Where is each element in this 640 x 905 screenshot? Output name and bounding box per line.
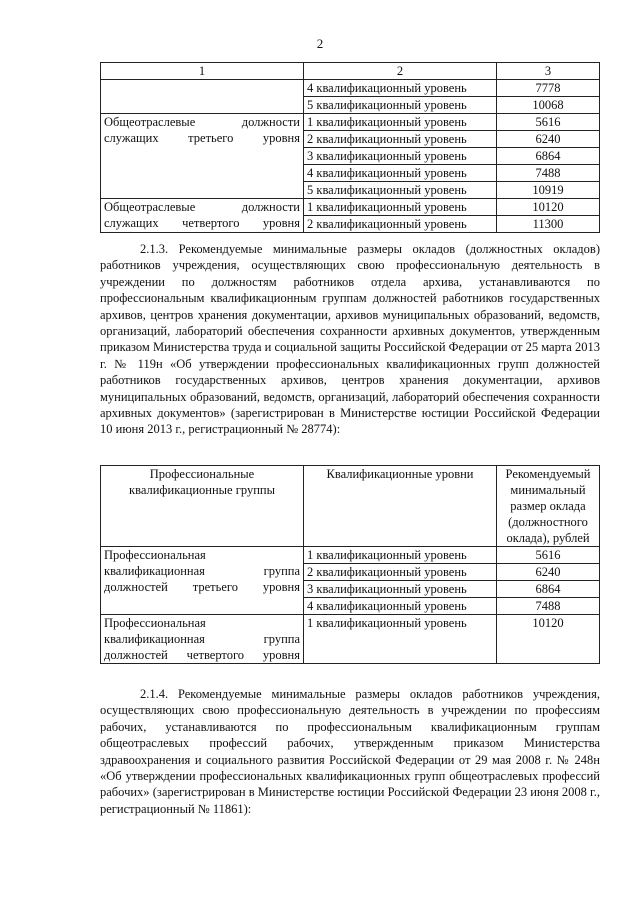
salary-cell: 7488 [497, 598, 600, 615]
salary-cell: 10120 [497, 615, 600, 664]
salary-cell: 6240 [497, 131, 600, 148]
salary-cell: 10120 [497, 199, 600, 216]
level-cell: 4 квалификационный уровень [304, 598, 497, 615]
table-row [101, 80, 600, 97]
column-header: 3 [497, 63, 600, 80]
paragraph-2-1-4 [100, 686, 600, 817]
paragraph-2-1-3 [100, 241, 600, 438]
group-cell: Профессиональная квалификационная группа должностей третьего уровня [101, 547, 304, 615]
salary-cell: 10068 [497, 97, 600, 114]
group-cell [101, 80, 304, 114]
group-cell: Общеотраслевые должности служащих третьего уровня [101, 114, 304, 199]
paragraph-text: 2.1.3. Рекомендуемые минимальные размеры окладов (должностных окладов) работников учреждения, осуществляющих свою профессиональную деятельность в учреждении по должностям работников отдела архива, устанавливаются по профессиональным квалификационным группам должностей работников государственных архивов, центров хранения документации, архивов муниципальных образований, ведомств, организаций, лабораторий обеспечения сохранности архивных документов, утвержденным приказом Министерства труда и социальной защиты Российской Федерации от 25 марта 2013 г. № 119н «Об утверждении профессиональных квалификационных групп должностей работников государственных архивов, центров хранения документации, архивов муниципальных образований, ведомств, организаций, лабораторий обеспечения сохранности архивных документов» (зарегистрирован в Министерстве юстиции Российской Федерации 10 июня 2013 г., регистрационный № 28774): [100, 242, 600, 437]
salary-cell: 10919 [497, 182, 600, 199]
level-cell: 4 квалификационный уровень [304, 80, 497, 97]
level-cell: 5 квалификационный уровень [304, 182, 497, 199]
level-cell: 1 квалификационный уровень [304, 114, 497, 131]
level-cell: 3 квалификационный уровень [304, 148, 497, 165]
level-cell: 2 квалификационный уровень [304, 216, 497, 233]
level-cell: 1 квалификационный уровень [304, 199, 497, 216]
salary-cell: 5616 [497, 547, 600, 564]
salary-cell: 6864 [497, 148, 600, 165]
salary-table-continued [100, 62, 600, 233]
level-cell: 3 квалификационный уровень [304, 581, 497, 598]
salary-cell: 5616 [497, 114, 600, 131]
table-header-row [101, 63, 600, 80]
salary-cell: 7488 [497, 165, 600, 182]
table-row [101, 615, 600, 664]
column-header-groups: Профессиональные квалификационные группы [101, 466, 304, 547]
level-cell: 4 квалификационный уровень [304, 165, 497, 182]
salary-cell: 11300 [497, 216, 600, 233]
level-cell: 5 квалификационный уровень [304, 97, 497, 114]
level-cell: 2 квалификационный уровень [304, 131, 497, 148]
column-header-levels: Квалификационные уровни [304, 466, 497, 547]
table-row [101, 547, 600, 564]
column-header-salary: Рекомендуемый минимальный размер оклада (должностного оклада), рублей [497, 466, 600, 547]
table-row [101, 199, 600, 216]
salary-cell: 6240 [497, 564, 600, 581]
table-row [101, 114, 600, 131]
group-cell: Общеотраслевые должности служащих четвертого уровня [101, 199, 304, 233]
salary-table-archive [100, 465, 600, 664]
level-cell: 1 квалификационный уровень [304, 547, 497, 564]
column-header: 1 [101, 63, 304, 80]
table-header-row [101, 466, 600, 547]
paragraph-text: 2.1.4. Рекомендуемые минимальные размеры окладов работников учреждения, осуществляющих свою профессиональную деятельность в учреждении по профессиям рабочих, устанавливаются по профессиональным квалификационным группам общеотраслевых профессий рабочих, утвержденным приказом Министерства здравоохранения и социального развития Российской Федерации от 29 мая 2008 г. № 248н «Об утверждении профессиональных квалификационных групп общеотраслевых профессий рабочих» (зарегистрирован в Министерстве юстиции Российской Федерации 23 июня 2008 г., регистрационный № 11861): [100, 687, 600, 816]
group-cell: Профессиональная квалификационная группа должностей четвертого уровня [101, 615, 304, 664]
column-header: 2 [304, 63, 497, 80]
salary-cell: 7778 [497, 80, 600, 97]
page-number: 2 [316, 36, 324, 51]
level-cell: 1 квалификационный уровень [304, 615, 497, 664]
salary-cell: 6864 [497, 581, 600, 598]
level-cell: 2 квалификационный уровень [304, 564, 497, 581]
